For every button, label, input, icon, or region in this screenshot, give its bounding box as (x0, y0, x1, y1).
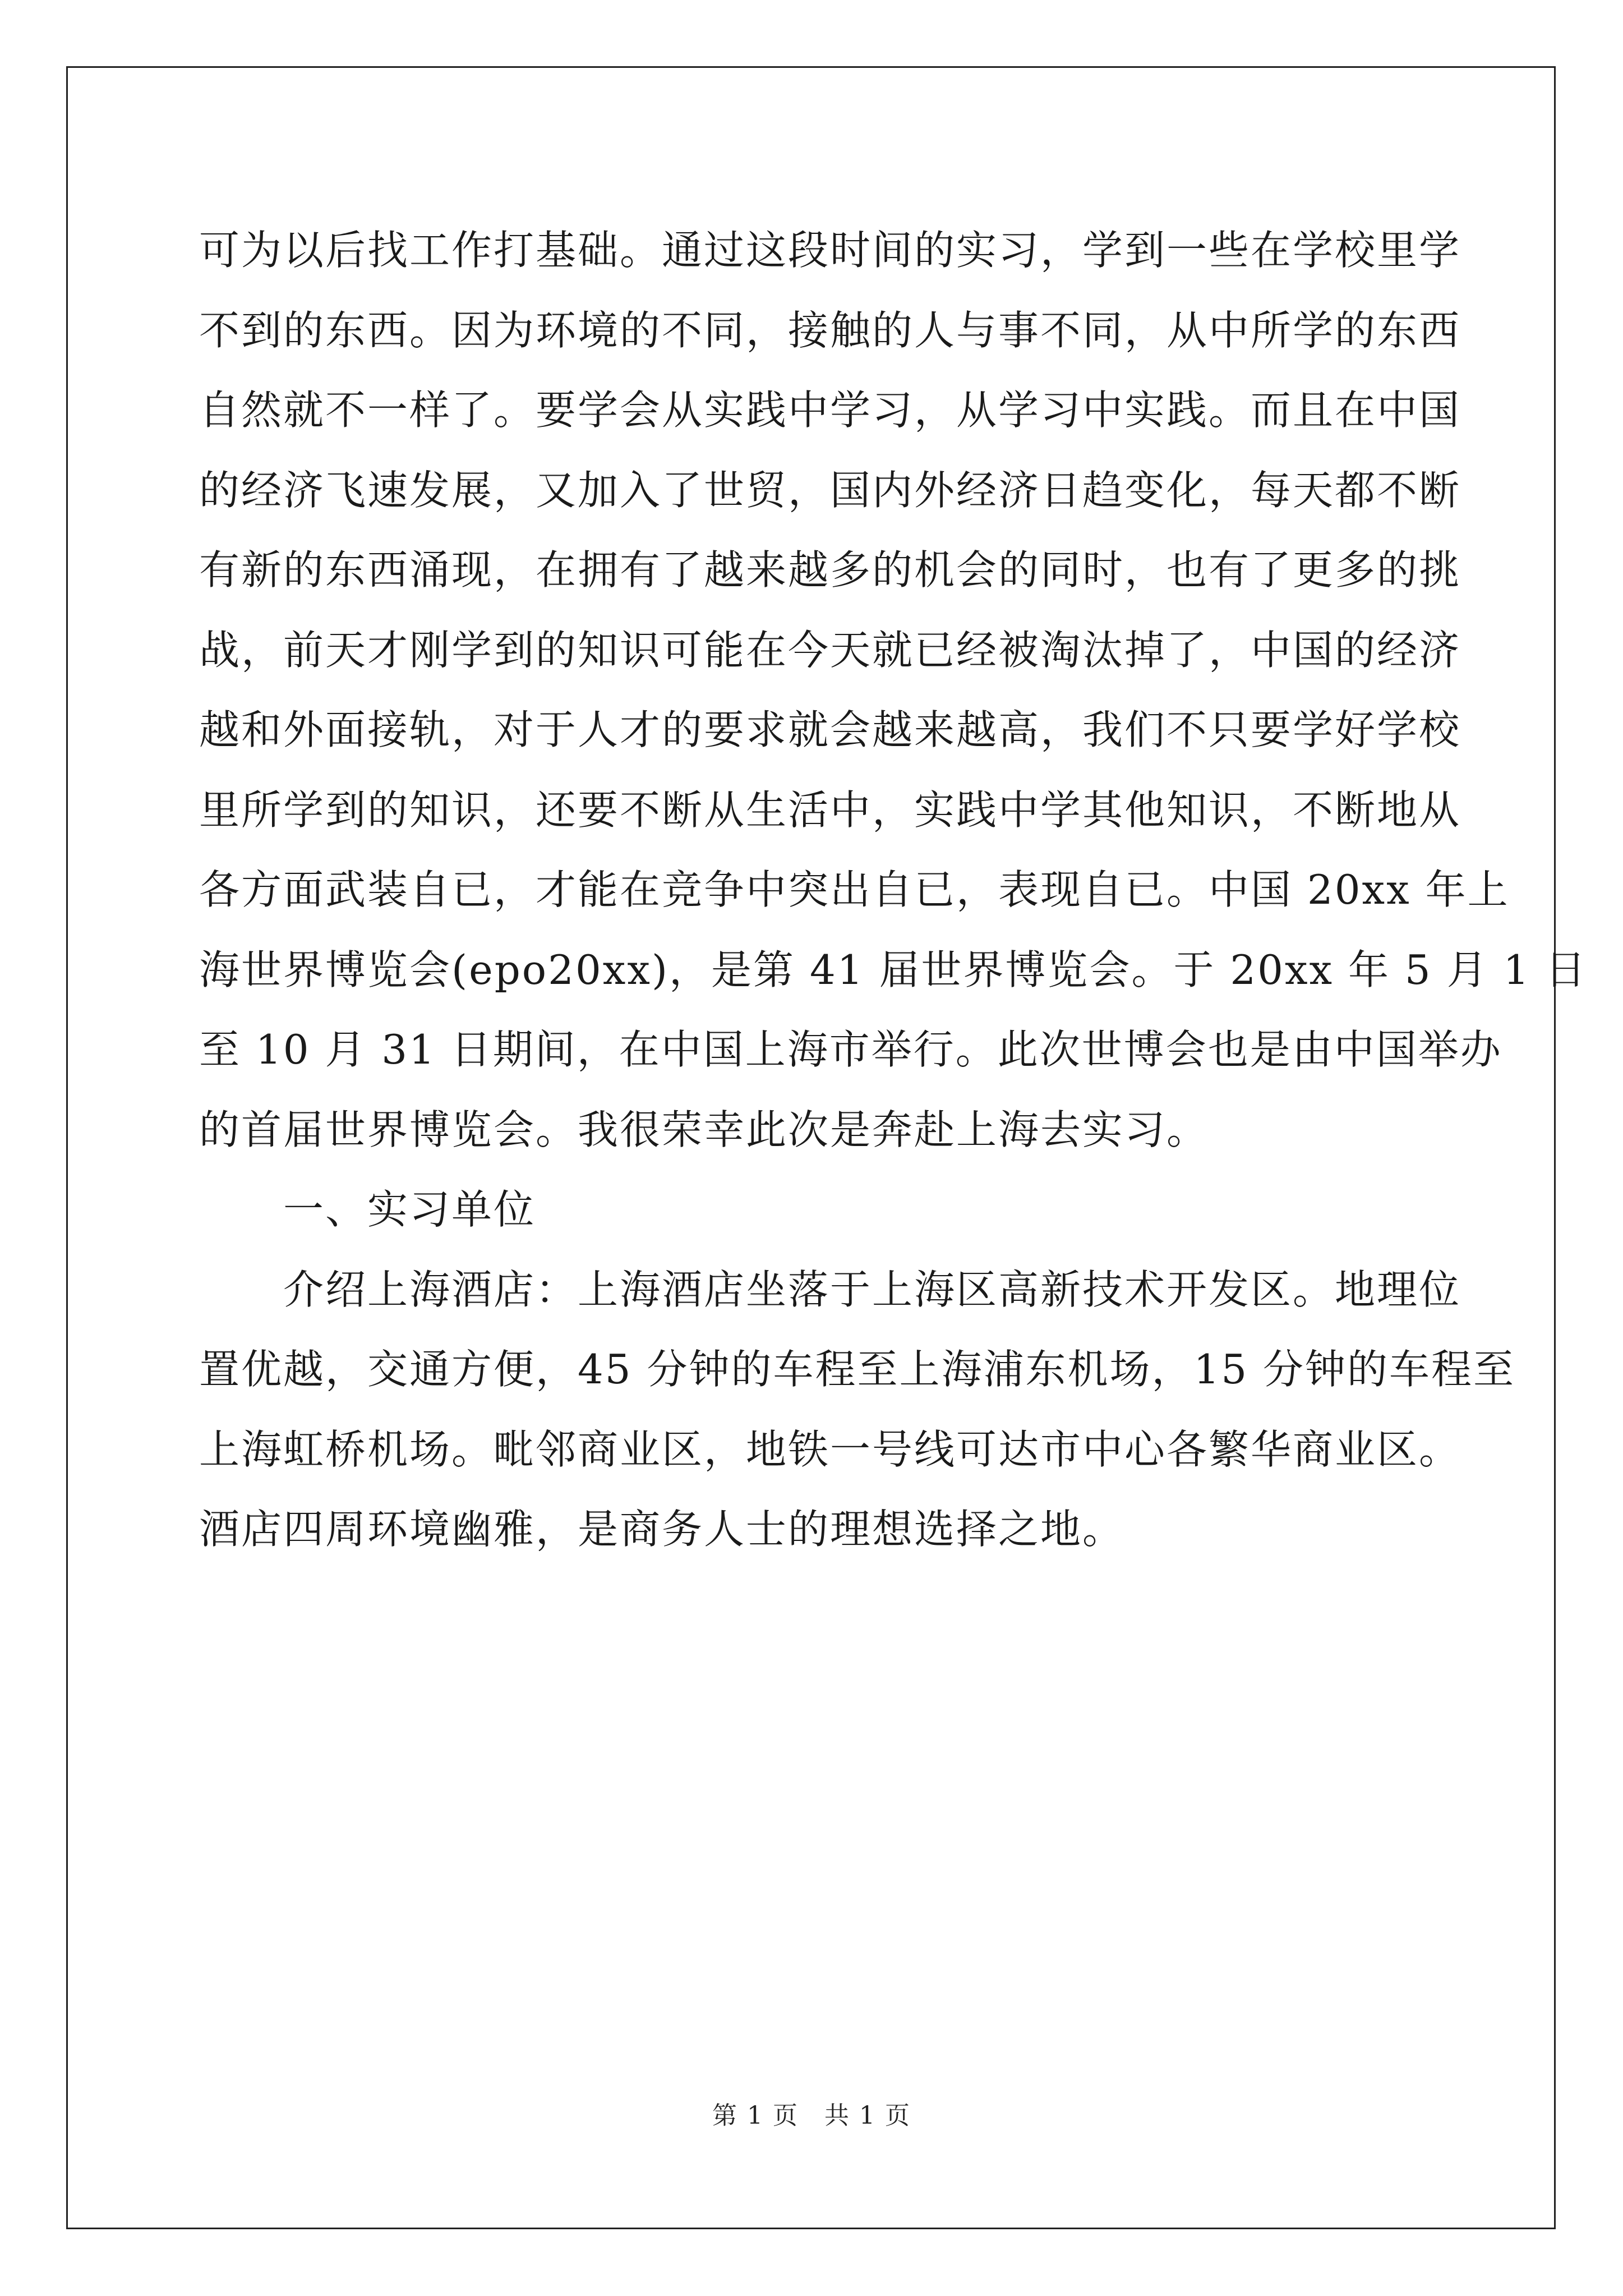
document-body (199, 210, 1588, 1570)
text-line: 至 10 月 31 日期间，在中国上海市举行。此次世博会也是由中国举办 (199, 1026, 1502, 1073)
section-heading: 一、实习单位 (283, 1186, 536, 1233)
text-line: 上海虹桥机场。毗邻商业区，地铁一号线可达市中心各繁华商业区。 (199, 1425, 1461, 1473)
text-line: 可为以后找工作打基础。通过这段时间的实习，学到一些在学校里学 (199, 227, 1461, 274)
text-line: 战，前天才刚学到的知识可能在今天就已经被淘汰掉了，中国的经济 (199, 626, 1461, 674)
text-line: 里所学到的知识，还要不断从生活中，实践中学其他知识，不断地从 (199, 786, 1461, 834)
text-line: 置优越，交通方便，45 分钟的车程至上海浦东机场，15 分钟的车程至 (199, 1346, 1516, 1393)
text-line: 海世界博览会(epo20xx)，是第 41 届世界博览会。于 20xx 年 5 月 1 日 (199, 946, 1588, 993)
text-line: 越和外面接轨，对于人才的要求就会越来越高，我们不只要学好学校 (199, 706, 1461, 753)
text-line: 酒店四周环境幽雅，是商务人士的理想选择之地。 (199, 1506, 1125, 1553)
text-line: 自然就不一样了。要学会从实践中学习，从学习中实践。而且在中国 (199, 386, 1461, 434)
text-line: 各方面武装自已，才能在竞争中突出自已，表现自已。中国 20xx 年上 (199, 866, 1510, 913)
text-line: 有新的东西涌现，在拥有了越来越多的机会的同时，也有了更多的挑 (199, 546, 1461, 593)
text-line: 的首届世界博览会。我很荣幸此次是奔赴上海去实习。 (199, 1106, 1209, 1153)
page-number: 第 1 页 共 1 页 (712, 2101, 911, 2130)
paragraph-intro (199, 210, 1588, 1170)
text-line: 的经济飞速发展，又加入了世贸，国内外经济日趋变化，每天都不断 (199, 466, 1461, 514)
text-line: 介绍上海酒店：上海酒店坐落于上海区高新技术开发区。地理位 (283, 1266, 1461, 1313)
text-line: 不到的东西。因为环境的不同，接触的人与事不同，从中所学的东西 (199, 306, 1461, 354)
paragraph-hotel (199, 1250, 1516, 1570)
